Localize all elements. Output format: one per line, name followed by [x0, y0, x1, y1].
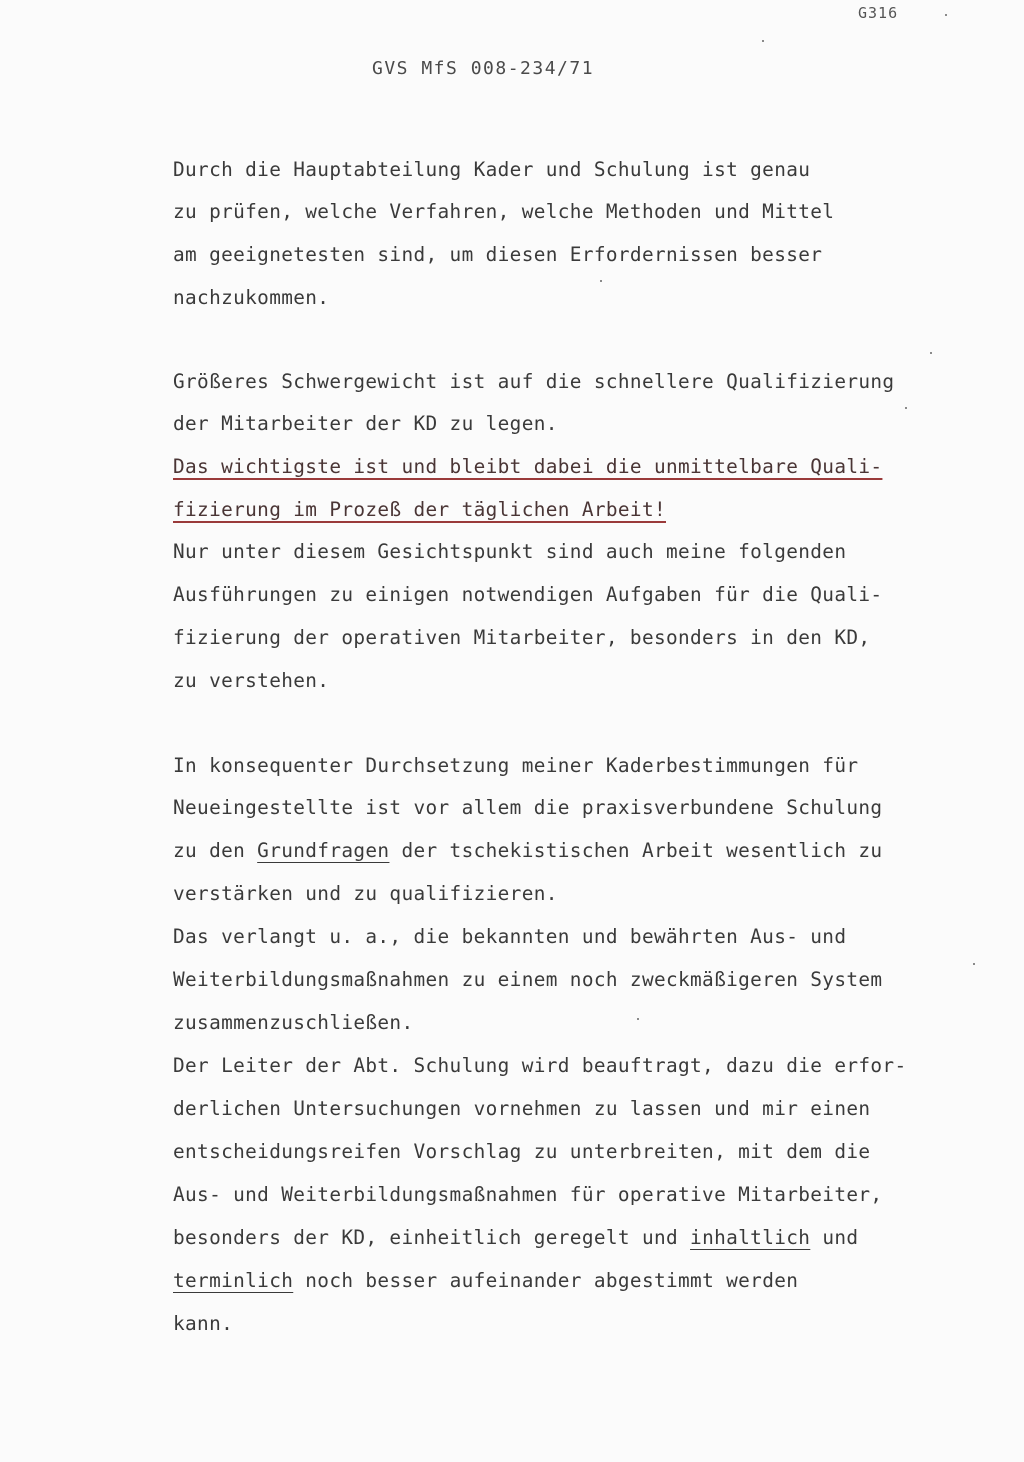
text-segment: besonders der KD, einheitlich geregelt und [173, 1226, 691, 1249]
text-line: derlichen Untersuchungen vornehmen zu lassen und mir einen [173, 1097, 871, 1120]
scan-speck [762, 40, 764, 42]
underlined-word-inhaltlich: inhaltlich [690, 1226, 811, 1249]
scan-speck [637, 1018, 639, 1020]
underlined-text-line: fizierung im Prozeß der täglichen Arbeit! [173, 498, 666, 521]
text-line: verstärken und zu qualifizieren. [173, 882, 558, 905]
underlined-word-terminlich: terminlich [173, 1269, 294, 1292]
scan-speck [973, 963, 975, 965]
text-segment: zu den [173, 839, 258, 862]
text-line [173, 1271, 798, 1290]
text-line: Neueingestellte ist vor allem die praxisverbundene Schulung [173, 796, 883, 819]
text-line: In konsequenter Durchsetzung meiner Kaderbestimmungen für [173, 754, 859, 777]
scan-speck [945, 14, 947, 16]
scan-speck [905, 407, 907, 409]
text-line: entscheidungsreifen Vorschlag zu unterbreiten, mit dem die [173, 1140, 871, 1163]
underlined-text-line: Das wichtigste ist und bleibt dabei die unmittelbare Quali- [173, 455, 883, 478]
text-line: am geeignetesten sind, um diesen Erfordernissen besser [173, 243, 823, 266]
archive-page-number: G316 [858, 4, 899, 22]
text-line: Ausführungen zu einigen notwendigen Aufgaben für die Quali- [173, 583, 883, 606]
text-segment: und [810, 1226, 859, 1249]
scan-speck [930, 352, 932, 354]
text-line: Durch die Hauptabteilung Kader und Schulung ist genau [173, 158, 811, 181]
text-line: Größeres Schwergewicht ist auf die schnellere Qualifizierung [173, 370, 895, 393]
text-line: kann. [173, 1312, 234, 1335]
text-line: Der Leiter der Abt. Schulung wird beauftragt, dazu die erfor- [173, 1054, 907, 1077]
text-line: zu verstehen. [173, 669, 330, 692]
document-reference-header: GVS MfS 008-234/71 [372, 58, 595, 79]
text-line: der Mitarbeiter der KD zu legen. [173, 412, 558, 435]
text-segment: der tschekistischen Arbeit wesentlich zu [389, 839, 883, 862]
text-line: Nur unter diesem Gesichtspunkt sind auch meine folgenden [173, 540, 847, 563]
underlined-word-grundfragen: Grundfragen [257, 839, 390, 862]
text-line [173, 1228, 858, 1247]
text-line: Aus- und Weiterbildungsmaßnahmen für operative Mitarbeiter, [173, 1183, 883, 1206]
text-segment: noch besser aufeinander abgestimmt werden [293, 1269, 799, 1292]
text-line: zusammenzuschließen. [173, 1011, 414, 1034]
text-line: Das verlangt u. a., die bekannten und bewährten Aus- und [173, 925, 847, 948]
scan-speck [600, 280, 602, 282]
text-line: Weiterbildungsmaßnahmen zu einem noch zweckmäßigeren System [173, 968, 883, 991]
text-line [173, 841, 882, 860]
text-line: zu prüfen, welche Verfahren, welche Methoden und Mittel [173, 200, 835, 223]
text-line: fizierung der operativen Mitarbeiter, besonders in den KD, [173, 626, 871, 649]
text-line: nachzukommen. [173, 286, 330, 309]
